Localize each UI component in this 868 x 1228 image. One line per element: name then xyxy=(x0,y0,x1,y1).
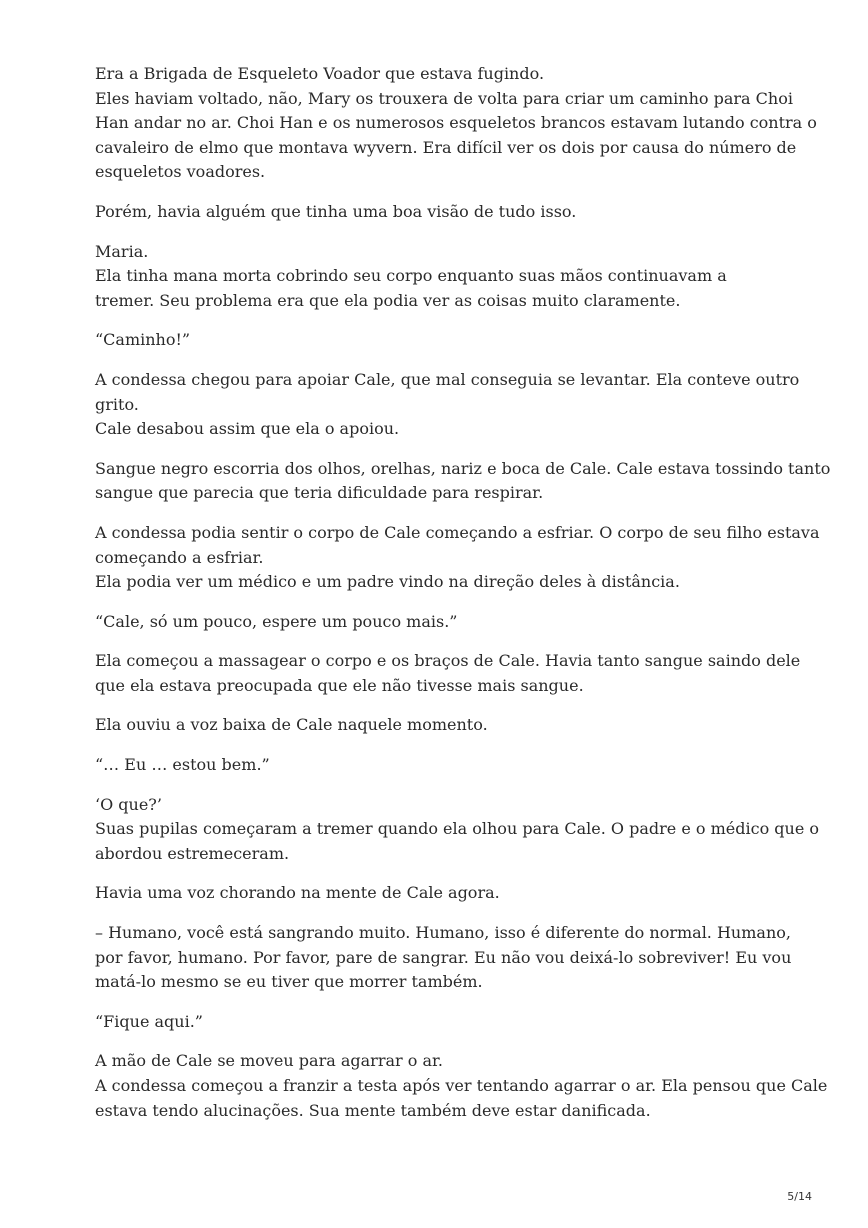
text-line: “… Eu … estou bem.” xyxy=(95,755,270,775)
page-number: 5/14 xyxy=(787,1190,812,1203)
text-line: matá-lo mesmo se eu tiver que morrer também. xyxy=(95,972,483,992)
paragraph xyxy=(95,328,795,353)
paragraph xyxy=(95,753,795,778)
text-line: Sangue negro escorria dos olhos, orelhas, nariz e boca de Cale. Cale estava tossindo tanto xyxy=(95,458,831,478)
paragraph xyxy=(95,1010,795,1035)
text-line: Ela podia ver um médico e um padre vindo na direção deles à distância. xyxy=(95,572,680,592)
text-line: abordou estremeceram. xyxy=(95,843,290,863)
text-line: “Fique aqui.” xyxy=(95,1011,203,1031)
paragraph xyxy=(95,457,831,506)
text-line: esqueletos voadores. xyxy=(95,162,266,182)
text-line: ‘O que?’ xyxy=(95,794,162,814)
text-line: tremer. Seu problema era que ela podia ver as coisas muito claramente. xyxy=(95,290,681,310)
text-line: sangue que parecia que teria dificuldade para respirar. xyxy=(95,483,544,503)
text-line: cavaleiro de elmo que montava wyvern. Era difícil ver os dois por causa do número de xyxy=(95,137,797,157)
text-line: “Caminho!” xyxy=(95,330,191,350)
text-line: Havia uma voz chorando na mente de Cale agora. xyxy=(95,883,500,903)
paragraph xyxy=(95,62,817,185)
text-line: Ela tinha mana morta cobrindo seu corpo enquanto suas mãos continuavam a xyxy=(95,266,727,286)
paragraph xyxy=(95,1049,828,1123)
paragraph xyxy=(95,368,800,442)
text-line: Maria. xyxy=(95,241,149,261)
text-line: por favor, humano. Por favor, pare de sangrar. Eu não vou deixá-lo sobreviver! Eu vou xyxy=(95,947,792,967)
text-line: A condessa começou a franzir a testa após ver tentando agarrar o ar. Ela pensou que Cale xyxy=(95,1076,828,1095)
paragraph xyxy=(95,521,820,595)
paragraph xyxy=(95,649,801,698)
text-line: Eles haviam voltado, não, Mary os trouxera de volta para criar um caminho para Choi xyxy=(95,88,793,108)
text-line: Era a Brigada de Esqueleto Voador que estava fugindo. xyxy=(95,64,545,83)
text-line: Porém, havia alguém que tinha uma boa visão de tudo isso. xyxy=(95,201,577,221)
document-body xyxy=(95,62,831,1138)
text-line: Ela começou a massagear o corpo e os braços de Cale. Havia tanto sangue saindo dele xyxy=(95,651,801,671)
text-line: Suas pupilas começaram a tremer quando ela olhou para Cale. O padre e o médico que o xyxy=(95,819,820,839)
text-line: “Cale, só um pouco, espere um pouco mais.” xyxy=(95,611,458,631)
paragraph xyxy=(95,921,795,995)
paragraph xyxy=(95,200,795,225)
text-line: começando a esfriar. xyxy=(95,547,264,567)
paragraph xyxy=(95,793,820,867)
text-line: Han andar no ar. Choi Han e os numerosos esqueletos brancos estavam lutando contra o xyxy=(95,113,817,133)
text-line: A condessa podia sentir o corpo de Cale começando a esfriar. O corpo de seu filho estava xyxy=(95,522,820,542)
paragraph xyxy=(95,240,795,314)
text-line: A condessa chegou para apoiar Cale, que mal conseguia se levantar. Ela conteve outro xyxy=(95,369,800,389)
text-line: Ela ouviu a voz baixa de Cale naquele momento. xyxy=(95,715,488,735)
paragraph xyxy=(95,610,795,635)
text-line: – Humano, você está sangrando muito. Humano, isso é diferente do normal. Humano, xyxy=(95,923,791,943)
paragraph xyxy=(95,881,795,906)
text-line: estava tendo alucinações. Sua mente também deve estar danificada. xyxy=(95,1100,651,1120)
text-line: A mão de Cale se moveu para agarrar o ar. xyxy=(95,1051,443,1071)
text-line: grito. xyxy=(95,394,139,414)
text-line: que ela estava preocupada que ele não tivesse mais sangue. xyxy=(95,675,584,695)
paragraph xyxy=(95,713,795,738)
text-line: Cale desabou assim que ela o apoiou. xyxy=(95,419,400,439)
